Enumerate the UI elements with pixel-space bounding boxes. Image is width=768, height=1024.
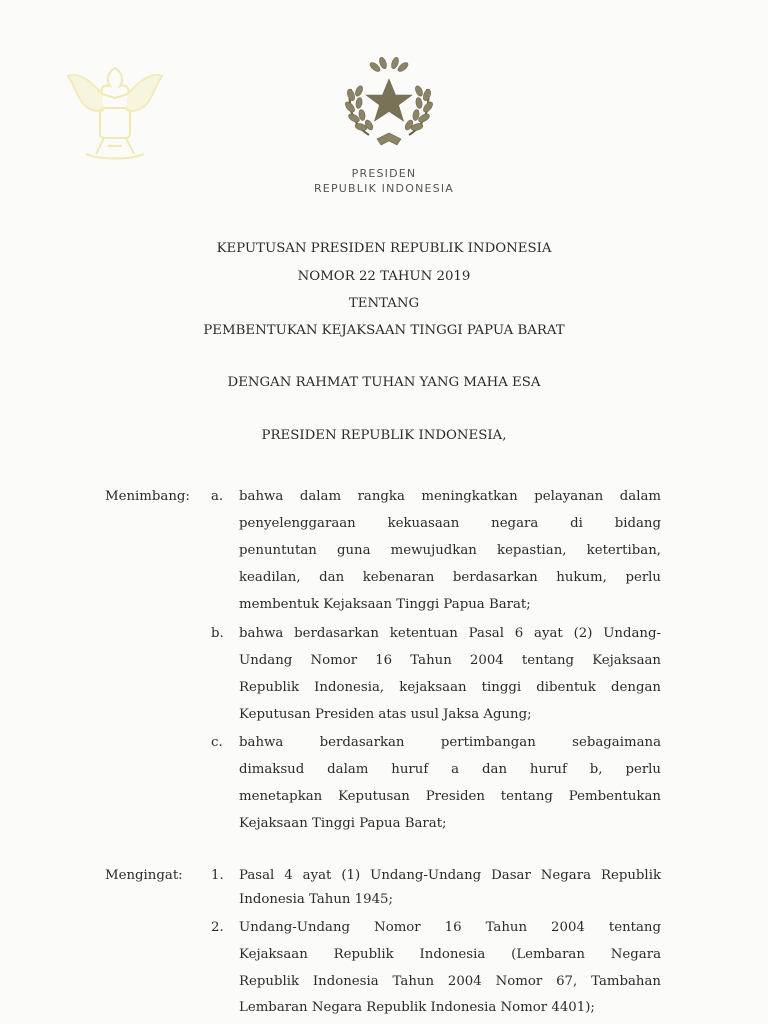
mengingat-label: Mengingat: [105, 868, 183, 883]
menimbang-item-marker: a. [211, 489, 224, 504]
decree-number: NOMOR 22 TAHUN 2019 [297, 269, 471, 284]
seal-caption-presiden: PRESIDEN [351, 167, 417, 180]
menimbang-item-line: bahwa berdasarkan pertimbangan sebagaimana [239, 735, 661, 750]
menimbang-item-line: penuntutan guna mewujudkan kepastian, ketertiban, [239, 543, 661, 558]
menimbang-item-line: Undang Nomor 16 Tahun 2004 tentang Kejaksaan [239, 653, 661, 668]
menimbang-item-line: Republik Indonesia, kejaksaan tinggi dibentuk dengan [239, 680, 661, 695]
presidential-star-seal-icon [339, 55, 439, 150]
menimbang-item-line: bahwa dalam rangka meningkatkan pelayanan dalam [239, 489, 661, 504]
menimbang-item-line: dimaksud dalam huruf a dan huruf b, perlu [239, 762, 661, 777]
menimbang-item-line: Keputusan Presiden atas usul Jaksa Agung; [239, 707, 532, 722]
mengingat-item-marker: 1. [211, 868, 224, 883]
menimbang-item-line: keadilan, dan kebenaran berdasarkan hukum, perlu [239, 570, 661, 585]
mengingat-item-line: Pasal 4 ayat (1) Undang-Undang Dasar Negara Republik [239, 868, 661, 883]
menimbang-label: Menimbang: [105, 489, 190, 504]
seal-caption-republik: REPUBLIK INDONESIA [313, 182, 455, 195]
decree-subject: PEMBENTUKAN KEJAKSAAN TINGGI PAPUA BARAT [203, 323, 565, 338]
garuda-watermark-icon [60, 50, 170, 165]
menimbang-item-line: bahwa berdasarkan ketentuan Pasal 6 ayat (2) Undang- [239, 626, 661, 641]
decree-title: KEPUTUSAN PRESIDEN REPUBLIK INDONESIA [216, 241, 552, 256]
invocation: DENGAN RAHMAT TUHAN YANG MAHA ESA [227, 375, 541, 390]
menimbang-item-line: Kejaksaan Tinggi Papua Barat; [239, 816, 447, 831]
mengingat-item-line: Republik Indonesia Tahun 2004 Nomor 67, Tambahan [239, 974, 661, 989]
menimbang-item-line: membentuk Kejaksaan Tinggi Papua Barat; [239, 597, 531, 612]
decree-tentang: TENTANG [348, 296, 420, 311]
mengingat-item-marker: 2. [211, 920, 224, 935]
mengingat-item-line: Indonesia Tahun 1945; [239, 892, 393, 907]
menimbang-item-line: menetapkan Keputusan Presiden tentang Pembentukan [239, 789, 661, 804]
mengingat-item-line: Undang-Undang Nomor 16 Tahun 2004 tentang [239, 920, 661, 935]
mengingat-item-line: Kejaksaan Republik Indonesia (Lembaran Negara [239, 947, 661, 962]
issuer-line: PRESIDEN REPUBLIK INDONESIA, [261, 428, 507, 443]
menimbang-item-line: penyelenggaraan kekuasaan negara di bidang [239, 516, 661, 531]
mengingat-item-line: Lembaran Negara Republik Indonesia Nomor 4401); [239, 1000, 595, 1015]
menimbang-item-marker: b. [211, 626, 224, 641]
menimbang-item-marker: c. [211, 735, 223, 750]
